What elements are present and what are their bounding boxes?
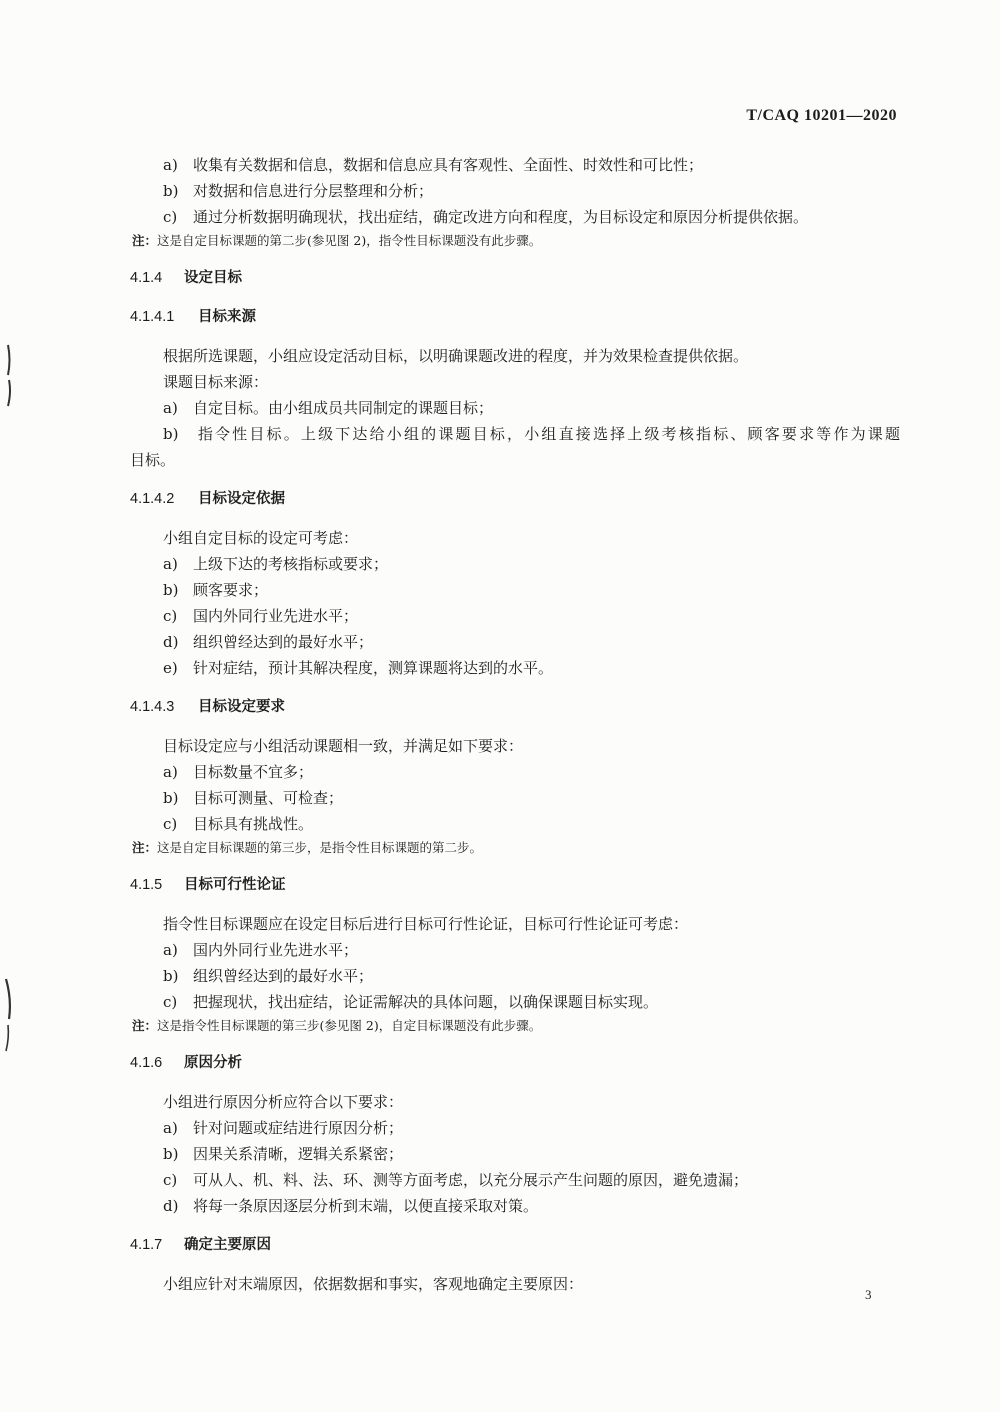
section-number: 4.1.4.1 [130,309,175,325]
list-text: 组织曾经达到的最好水平； [193,967,374,985]
list-item [130,811,900,837]
note [130,837,900,859]
paragraph: 指令性目标课题应在设定目标后进行目标可行性论证，目标可行性论证可考虑： [163,915,689,933]
list-marker: a) [163,399,178,417]
list-text: 针对症结，预计其解决程度，测算课题将达到的水平。 [193,659,554,677]
section-number: 4.1.7 [130,1237,163,1253]
list-item [130,963,900,989]
list-marker: b) [163,581,179,599]
list-text: 国内外同行业先进水平； [193,941,359,959]
note-text: 这是自定目标课题的第二步(参见图 2)，指令性目标课题没有此步骤。 [157,233,542,248]
list-item [130,1167,900,1193]
list-marker: a) [163,156,178,174]
section-title: 目标来源 [198,309,256,325]
list-text: 国内外同行业先进水平； [193,607,359,625]
section-number: 4.1.4 [130,270,163,286]
list-item [130,178,900,204]
list-item [130,577,900,603]
section-number: 4.1.4.2 [130,491,175,507]
list-marker: a) [163,941,178,959]
list-marker: a) [163,555,178,573]
list-text: 通过分析数据明确现状，找出症结，确定改进方向和程度，为目标设定和原因分析提供依据。 [193,208,809,226]
note [130,230,900,252]
paragraph: 目标设定应与小组活动课题相一致，并满足如下要求： [163,737,524,755]
section-number: 4.1.6 [130,1055,163,1071]
list-item-line: b) 指令性目标。上级下达给小组的课题目标，小组直接选择上级考核指标、顾客要求等作为课题 [163,425,900,443]
list-marker: b) [163,182,179,200]
list-text: 针对问题或症结进行原因分析； [193,1119,404,1137]
section-title: 目标可行性论证 [184,877,286,893]
section-heading [130,872,900,898]
list-item [130,395,900,421]
list-marker: c) [163,815,178,833]
list-item [130,759,900,785]
list-text: 上级下达的考核指标或要求； [193,555,389,573]
paragraph: 小组进行原因分析应符合以下要求： [163,1093,404,1111]
section-heading [130,1232,900,1258]
binding-mark [0,340,20,410]
document-body [130,152,900,1297]
list-text: 组织曾经达到的最好水平； [193,633,374,651]
list-item [130,1193,900,1219]
list-item [130,1115,900,1141]
section-number: 4.1.5 [130,877,163,893]
list-text: 对数据和信息进行分层整理和分析； [193,182,434,200]
note-label: 注： [132,233,158,248]
list-marker: d) [163,1197,179,1215]
page-number: 3 [865,1287,872,1302]
list-text: 目标数量不宜多； [193,763,314,781]
list-text: 自定目标。由小组成员共同制定的课题目标； [193,399,494,417]
list-item [130,204,900,230]
list-marker: e) [163,659,178,677]
paragraph: 课题目标来源： [163,373,269,391]
note [130,1015,900,1037]
list-text: 目标可测量、可检查； [193,789,344,807]
list-marker: c) [163,208,178,226]
list-marker: b) [163,967,179,985]
list-marker: b) [163,789,179,807]
section-heading [130,486,900,512]
list-item [130,989,900,1015]
list-text: 可从人、机、料、法、环、测等方面考虑，以充分展示产生问题的原因，避免遗漏； [193,1171,749,1189]
section-title: 目标设定要求 [198,699,285,715]
list-text: 因果关系清晰，逻辑关系紧密； [193,1145,404,1163]
list-item [130,655,900,681]
section-title: 设定目标 [184,270,242,286]
list-marker: b) [163,1145,179,1163]
section-title: 确定主要原因 [184,1237,271,1253]
list-item-continuation: 目标。 [130,451,176,469]
list-text: 收集有关数据和信息，数据和信息应具有客观性、全面性、时效性和可比性； [193,156,704,174]
list-marker: c) [163,607,178,625]
list-marker: a) [163,1119,178,1137]
section-heading [130,1050,900,1076]
section-heading [130,265,900,291]
note-label: 注： [132,1018,158,1033]
binding-mark [0,975,20,1055]
list-item [130,603,900,629]
list-item [130,1141,900,1167]
section-heading [130,694,900,720]
section-heading [130,304,900,330]
list-item [130,551,900,577]
paragraph: 根据所选课题，小组应设定活动目标，以明确课题改进的程度，并为效果检查提供依据。 [163,347,749,365]
list-item [130,785,900,811]
list-item [130,629,900,655]
list-marker: c) [163,993,178,1011]
list-marker: d) [163,633,179,651]
standard-code: T/CAQ 10201—2020 [746,107,897,124]
list-text: 将每一条原因逐层分析到末端，以便直接采取对策。 [193,1197,539,1215]
list-text: 把握现状，找出症结，论证需解决的具体问题，以确保课题目标实现。 [193,993,659,1011]
list-item [130,937,900,963]
section-number: 4.1.4.3 [130,699,175,715]
section-title: 原因分析 [184,1055,242,1071]
list-item [130,152,900,178]
note-text: 这是指令性目标课题的第三步(参见图 2)，自定目标课题没有此步骤。 [157,1018,542,1033]
list-text: 顾客要求； [193,581,269,599]
note-text: 这是自定目标课题的第三步，是指令性目标课题的第二步。 [157,840,483,855]
list-text: 目标具有挑战性。 [193,815,314,833]
list-marker: c) [163,1171,178,1189]
note-label: 注： [132,840,158,855]
section-title: 目标设定依据 [198,491,285,507]
paragraph: 小组应针对末端原因，依据数据和事实，客观地确定主要原因： [163,1275,584,1293]
paragraph: 小组自定目标的设定可考虑： [163,529,359,547]
list-marker: a) [163,763,178,781]
